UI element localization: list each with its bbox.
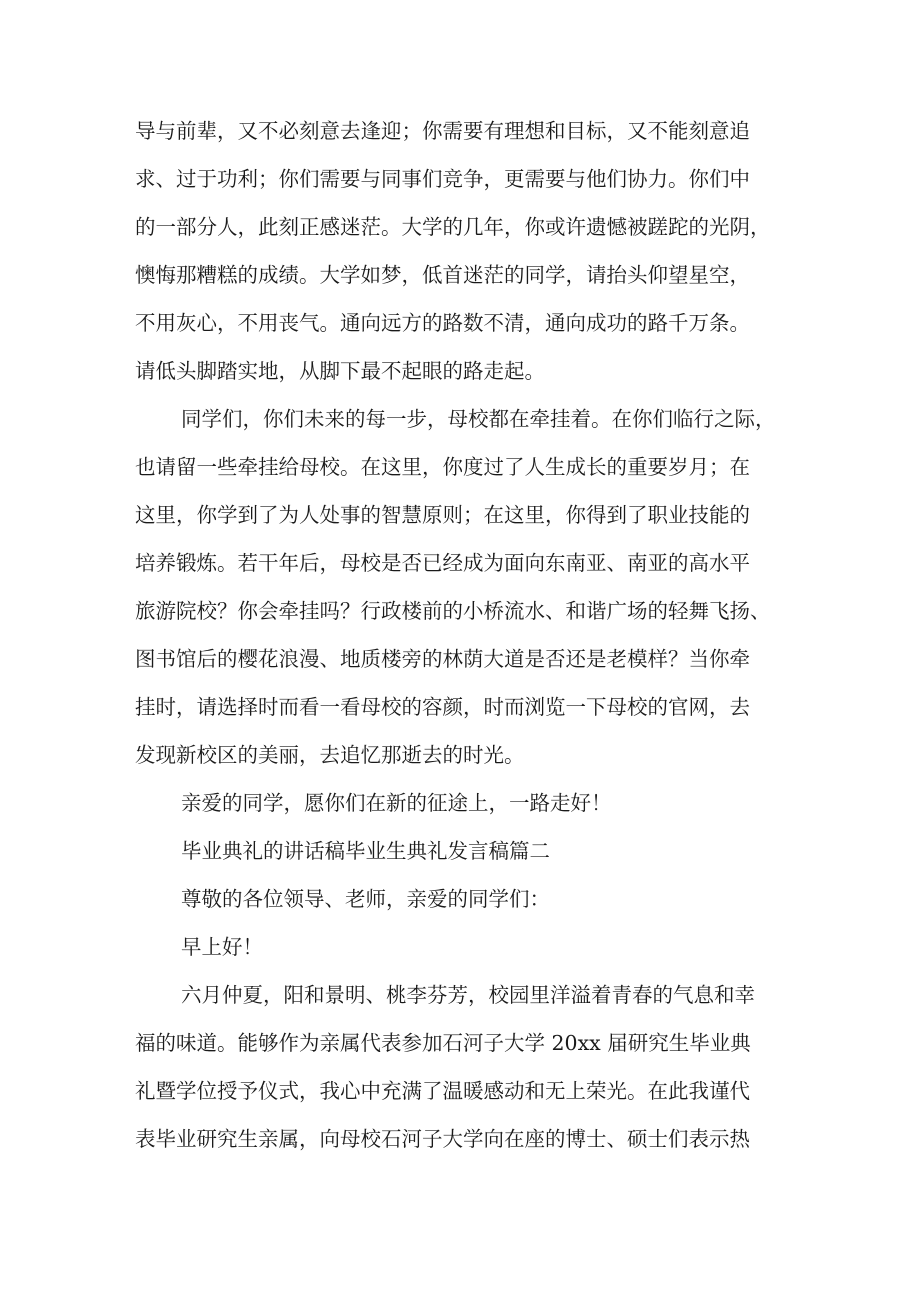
paragraph-first-line: 毕业典礼的讲话稿毕业生典礼发言稿篇二: [181, 839, 550, 863]
body-text: [135, 107, 800, 1163]
text-line: 懊悔那糟糕的成绩。大学如梦，低首迷茫的同学，请抬头仰望星空，: [135, 263, 750, 287]
text-line: 礼暨学位授予仪式，我心中充满了温暖感动和无上荣光。在此我谨代: [135, 1079, 750, 1103]
paragraph-first-line: 同学们，你们未来的每一步，母校都在牵挂着。在你们临行之际，: [181, 407, 776, 431]
paragraph-first-line: 早上好！: [181, 935, 263, 959]
paragraph-first-line: 六月仲夏，阳和景明、桃李芬芳，校园里洋溢着青春的气息和幸: [181, 983, 755, 1007]
text-line: 图书馆后的樱花浪漫、地质楼旁的林荫大道是否还是老模样？当你牵: [135, 647, 750, 671]
text-line: 发现新校区的美丽，去追忆那逝去的时光。: [135, 743, 525, 767]
text-line: 也请留一些牵挂给母校。在这里，你度过了人生成长的重要岁月；在: [135, 455, 750, 479]
text-line: 这里，你学到了为人处事的智慧原则；在这里，你得到了职业技能的: [135, 503, 750, 527]
text-line: 不用灰心，不用丧气。通向远方的路数不清，通向成功的路千万条。: [135, 311, 750, 335]
text-line: 的一部分人，此刻正感迷茫。大学的几年，你或许遗憾被蹉跎的光阴，: [135, 215, 771, 239]
paragraph-first-line: 尊敬的各位领导、老师，亲爱的同学们：: [181, 887, 550, 911]
paragraph-first-line: 亲爱的同学，愿你们在新的征途上，一路走好！: [181, 791, 612, 815]
text-line: 求、过于功利；你们需要与同事们竞争，更需要与他们协力。你们中: [135, 167, 750, 191]
text-line: 请低头脚踏实地，从脚下最不起眼的路走起。: [135, 359, 545, 383]
text-line: 培养锻炼。若干年后，母校是否已经成为面向东南亚、南亚的高水平: [135, 551, 750, 575]
text-line: 福的味道。能够作为亲属代表参加石河子大学 20xx 届研究生毕业典: [135, 1031, 751, 1055]
text-line: 导与前辈，又不必刻意去逢迎；你需要有理想和目标，又不能刻意追: [135, 119, 750, 143]
text-line: 表毕业研究生亲属，向母校石河子大学向在座的博士、硕士们表示热: [135, 1127, 750, 1151]
text-line: 挂时，请选择时而看一看母校的容颜，时而浏览一下母校的官网，去: [135, 695, 750, 719]
text-line: 旅游院校？你会牵挂吗？行政楼前的小桥流水、和谐广场的轻舞飞扬、: [135, 599, 771, 623]
